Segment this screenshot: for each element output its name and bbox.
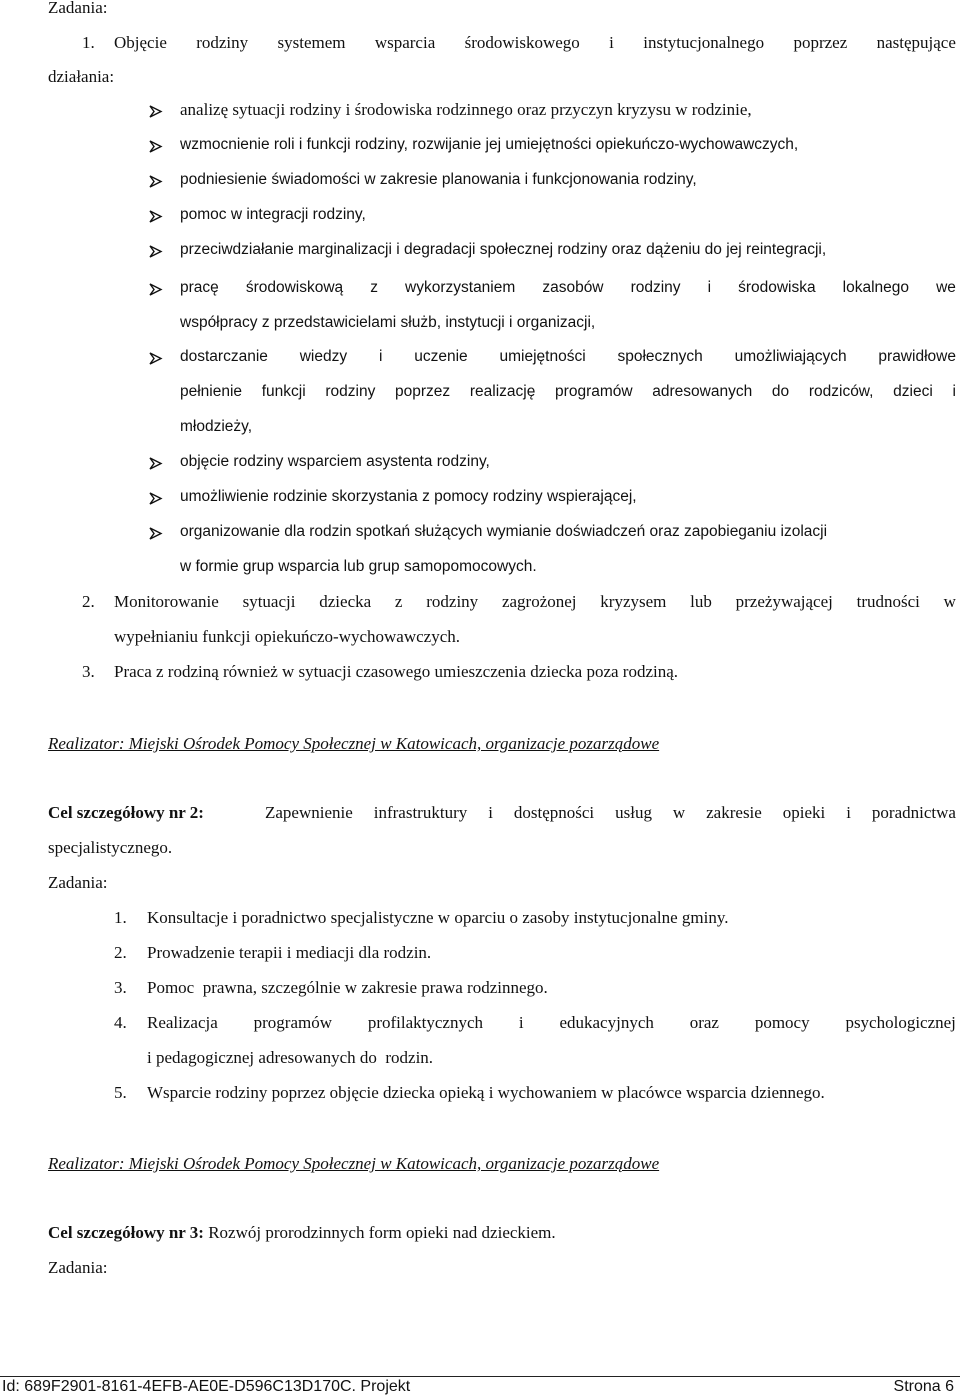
word: rodziny bbox=[196, 33, 249, 52]
word: Monitorowanie bbox=[114, 592, 219, 611]
realizator-line: Realizator: Miejski Ośrodek Pomocy Społecznej w Katowicach, organizacje pozarządowe bbox=[48, 734, 660, 753]
word: w bbox=[672, 803, 686, 822]
task-item: Wsparcie rodziny poprzez objęcie dziecka opieką i wychowaniem w placówce wsparcia dziennego. bbox=[147, 1083, 825, 1102]
bullet-item: umożliwienie rodzinie skorzystania z pomocy rodziny wspierającej, bbox=[180, 488, 637, 505]
word: pełnienie bbox=[180, 383, 243, 400]
word: kryzysem bbox=[600, 592, 667, 611]
arrow-bullet-icon bbox=[148, 139, 163, 154]
task-item: Konsultacje i poradnictwo specjalistyczne w oparciu o zasoby instytucjonalne gminy. bbox=[147, 908, 729, 927]
zadania-label: Zadania: bbox=[48, 1258, 108, 1277]
word: lokalnego bbox=[842, 279, 910, 296]
arrow-bullet-icon bbox=[148, 244, 163, 259]
task-item: Pomoc prawna, szczególnie w zakresie prawa rodzinnego. bbox=[147, 978, 548, 997]
word: poprzez bbox=[793, 33, 848, 52]
word: do bbox=[771, 383, 790, 400]
word: trudności bbox=[856, 592, 920, 611]
word: psychologicznej bbox=[845, 1013, 956, 1032]
goal-label: Cel szczegółowy nr 3: bbox=[48, 1223, 204, 1242]
bullet-item-line-2: w formie grup wsparcia lub grup samopomocowych. bbox=[180, 558, 537, 575]
task-number: 3. bbox=[82, 662, 95, 681]
bullet-item-line-1: organizowanie dla rodzin spotkań służących wymianie doświadczeń oraz zapobieganiu izolacji bbox=[180, 523, 828, 540]
word: programów bbox=[555, 383, 633, 400]
word: rodziny bbox=[630, 279, 681, 296]
word: środowiska bbox=[738, 279, 816, 296]
word: i bbox=[488, 803, 493, 822]
goal-text-line-2: specjalistycznego. bbox=[48, 838, 173, 857]
word: rodziny bbox=[426, 592, 479, 611]
bullet-item-line-3: młodzieży, bbox=[180, 418, 253, 435]
task-number: 2. bbox=[82, 592, 95, 611]
task-number: 1. bbox=[82, 33, 95, 52]
word: w bbox=[943, 592, 956, 611]
word: Realizacja bbox=[147, 1013, 218, 1032]
word: środowiskowego bbox=[464, 33, 580, 52]
word: instytucjonalnego bbox=[643, 33, 765, 52]
bullet-item: objęcie rodziny wsparciem asystenta rodziny, bbox=[180, 453, 490, 470]
word: oraz bbox=[689, 1013, 719, 1032]
word: i bbox=[378, 348, 383, 365]
word: i bbox=[952, 383, 956, 400]
word: i bbox=[846, 803, 851, 822]
word: dziecka bbox=[319, 592, 372, 611]
task-2-line-1 bbox=[114, 592, 956, 612]
word: z bbox=[394, 592, 403, 611]
word: Objęcie bbox=[114, 33, 167, 52]
word: dostarczanie bbox=[180, 348, 268, 365]
realizator-line: Realizator: Miejski Ośrodek Pomocy Społecznej w Katowicach, organizacje pozarządowe bbox=[48, 1154, 660, 1173]
page-footer bbox=[0, 1376, 960, 1397]
word: dostępności bbox=[513, 803, 595, 822]
word: wsparcia bbox=[374, 33, 436, 52]
task-number: 3. bbox=[114, 978, 127, 997]
word: lub bbox=[690, 592, 712, 611]
word: wykorzystaniem bbox=[405, 279, 516, 296]
word: wiedzy bbox=[299, 348, 348, 365]
word: realizację bbox=[469, 383, 536, 400]
word: zagrożonej bbox=[501, 592, 577, 611]
word: Zapewnienie bbox=[265, 803, 353, 822]
bullet-item: pomoc w integracji rodziny, bbox=[180, 206, 366, 223]
bullet-item: wzmocnienie roli i funkcji rodziny, rozwijanie jej umiejętności opiekuńczo-wychowawczych, bbox=[180, 136, 799, 153]
word: rodziny bbox=[325, 383, 376, 400]
word: i bbox=[707, 279, 712, 296]
bullet-item-line-1 bbox=[180, 278, 956, 298]
task-item-line-1 bbox=[147, 1013, 956, 1033]
task-number: 4. bbox=[114, 1013, 127, 1032]
task-number: 5. bbox=[114, 1083, 127, 1102]
arrow-bullet-icon bbox=[148, 491, 163, 506]
goal-text-line-1 bbox=[265, 803, 956, 823]
word: społecznych bbox=[617, 348, 703, 365]
word: dzieci bbox=[893, 383, 933, 400]
word: edukacyjnych bbox=[559, 1013, 654, 1032]
goal-3-line bbox=[48, 1223, 556, 1243]
word: programów bbox=[253, 1013, 332, 1032]
bullet-item: przeciwdziałanie marginalizacji i degradacji społecznej rodziny oraz dążeniu do jej reintegracji, bbox=[180, 241, 827, 258]
zadania-label: Zadania: bbox=[48, 0, 108, 17]
word: poprzez bbox=[395, 383, 451, 400]
arrow-bullet-icon bbox=[148, 174, 163, 189]
task-number: 2. bbox=[114, 943, 127, 962]
word: adresowanych bbox=[652, 383, 753, 400]
word: rodziców, bbox=[808, 383, 874, 400]
task-number: 1. bbox=[114, 908, 127, 927]
word: środowiskową bbox=[245, 279, 344, 296]
bullet-item: podniesienie świadomości w zakresie planowania i funkcjonowania rodziny, bbox=[180, 171, 697, 188]
word: umiejętności bbox=[499, 348, 586, 365]
word: systemem bbox=[277, 33, 346, 52]
word: i bbox=[518, 1013, 524, 1032]
word: następujące bbox=[876, 33, 956, 52]
arrow-bullet-icon bbox=[148, 104, 163, 119]
word: przeżywającej bbox=[735, 592, 833, 611]
word: i bbox=[609, 33, 614, 52]
word: opieki bbox=[782, 803, 826, 822]
arrow-bullet-icon bbox=[148, 209, 163, 224]
bullet-item: analizę sytuacji rodziny i środowiska rodzinnego oraz przyczyn kryzysu w rodzinie, bbox=[180, 100, 752, 119]
word: profilaktycznych bbox=[367, 1013, 484, 1032]
arrow-bullet-icon bbox=[148, 351, 163, 366]
task-item-line-2: i pedagogicznej adresowanych do rodzin. bbox=[147, 1048, 434, 1067]
task-item: Prowadzenie terapii i mediacji dla rodzin. bbox=[147, 943, 432, 962]
word: usług bbox=[615, 803, 652, 822]
document-id: Id: 689F2901-8161-4EFB-AE0E-D596C13D170C. Projekt bbox=[2, 1378, 411, 1395]
task-2-line-2: wypełnianiu funkcji opiekuńczo-wychowawczych. bbox=[114, 627, 461, 646]
word: zasobów bbox=[542, 279, 604, 296]
word: poradnictwa bbox=[871, 803, 956, 822]
word: pomocy bbox=[754, 1013, 810, 1032]
goal-text: Rozwój prorodzinnych form opieki nad dzieckiem. bbox=[203, 1223, 556, 1242]
goal-label: Cel szczegółowy nr 2: bbox=[48, 803, 204, 822]
word: sytuacji bbox=[242, 592, 296, 611]
arrow-bullet-icon bbox=[148, 282, 163, 297]
zadania-label: Zadania: bbox=[48, 873, 108, 892]
page-number: Strona 6 bbox=[893, 1378, 954, 1395]
word: uczenie bbox=[414, 348, 468, 365]
word: funkcji bbox=[261, 383, 306, 400]
word: we bbox=[936, 279, 956, 296]
task-1-line-2: działania: bbox=[48, 67, 115, 86]
word: prawidłowe bbox=[878, 348, 956, 365]
word: z bbox=[370, 279, 378, 296]
word: infrastruktury bbox=[373, 803, 468, 822]
word: umożliwiających bbox=[734, 348, 847, 365]
arrow-bullet-icon bbox=[148, 456, 163, 471]
word: pracę bbox=[180, 279, 219, 296]
bullet-item-line-2: współpracy z przedstawicielami służb, instytucji i organizacji, bbox=[180, 314, 596, 331]
task-3: Praca z rodziną również w sytuacji czasowego umieszczenia dziecka poza rodziną. bbox=[114, 662, 679, 681]
word: zakresie bbox=[706, 803, 762, 822]
bullet-item-line-2 bbox=[180, 382, 956, 402]
bullet-item-line-1 bbox=[180, 347, 956, 367]
task-1-line-1 bbox=[114, 33, 956, 53]
arrow-bullet-icon bbox=[148, 526, 163, 541]
